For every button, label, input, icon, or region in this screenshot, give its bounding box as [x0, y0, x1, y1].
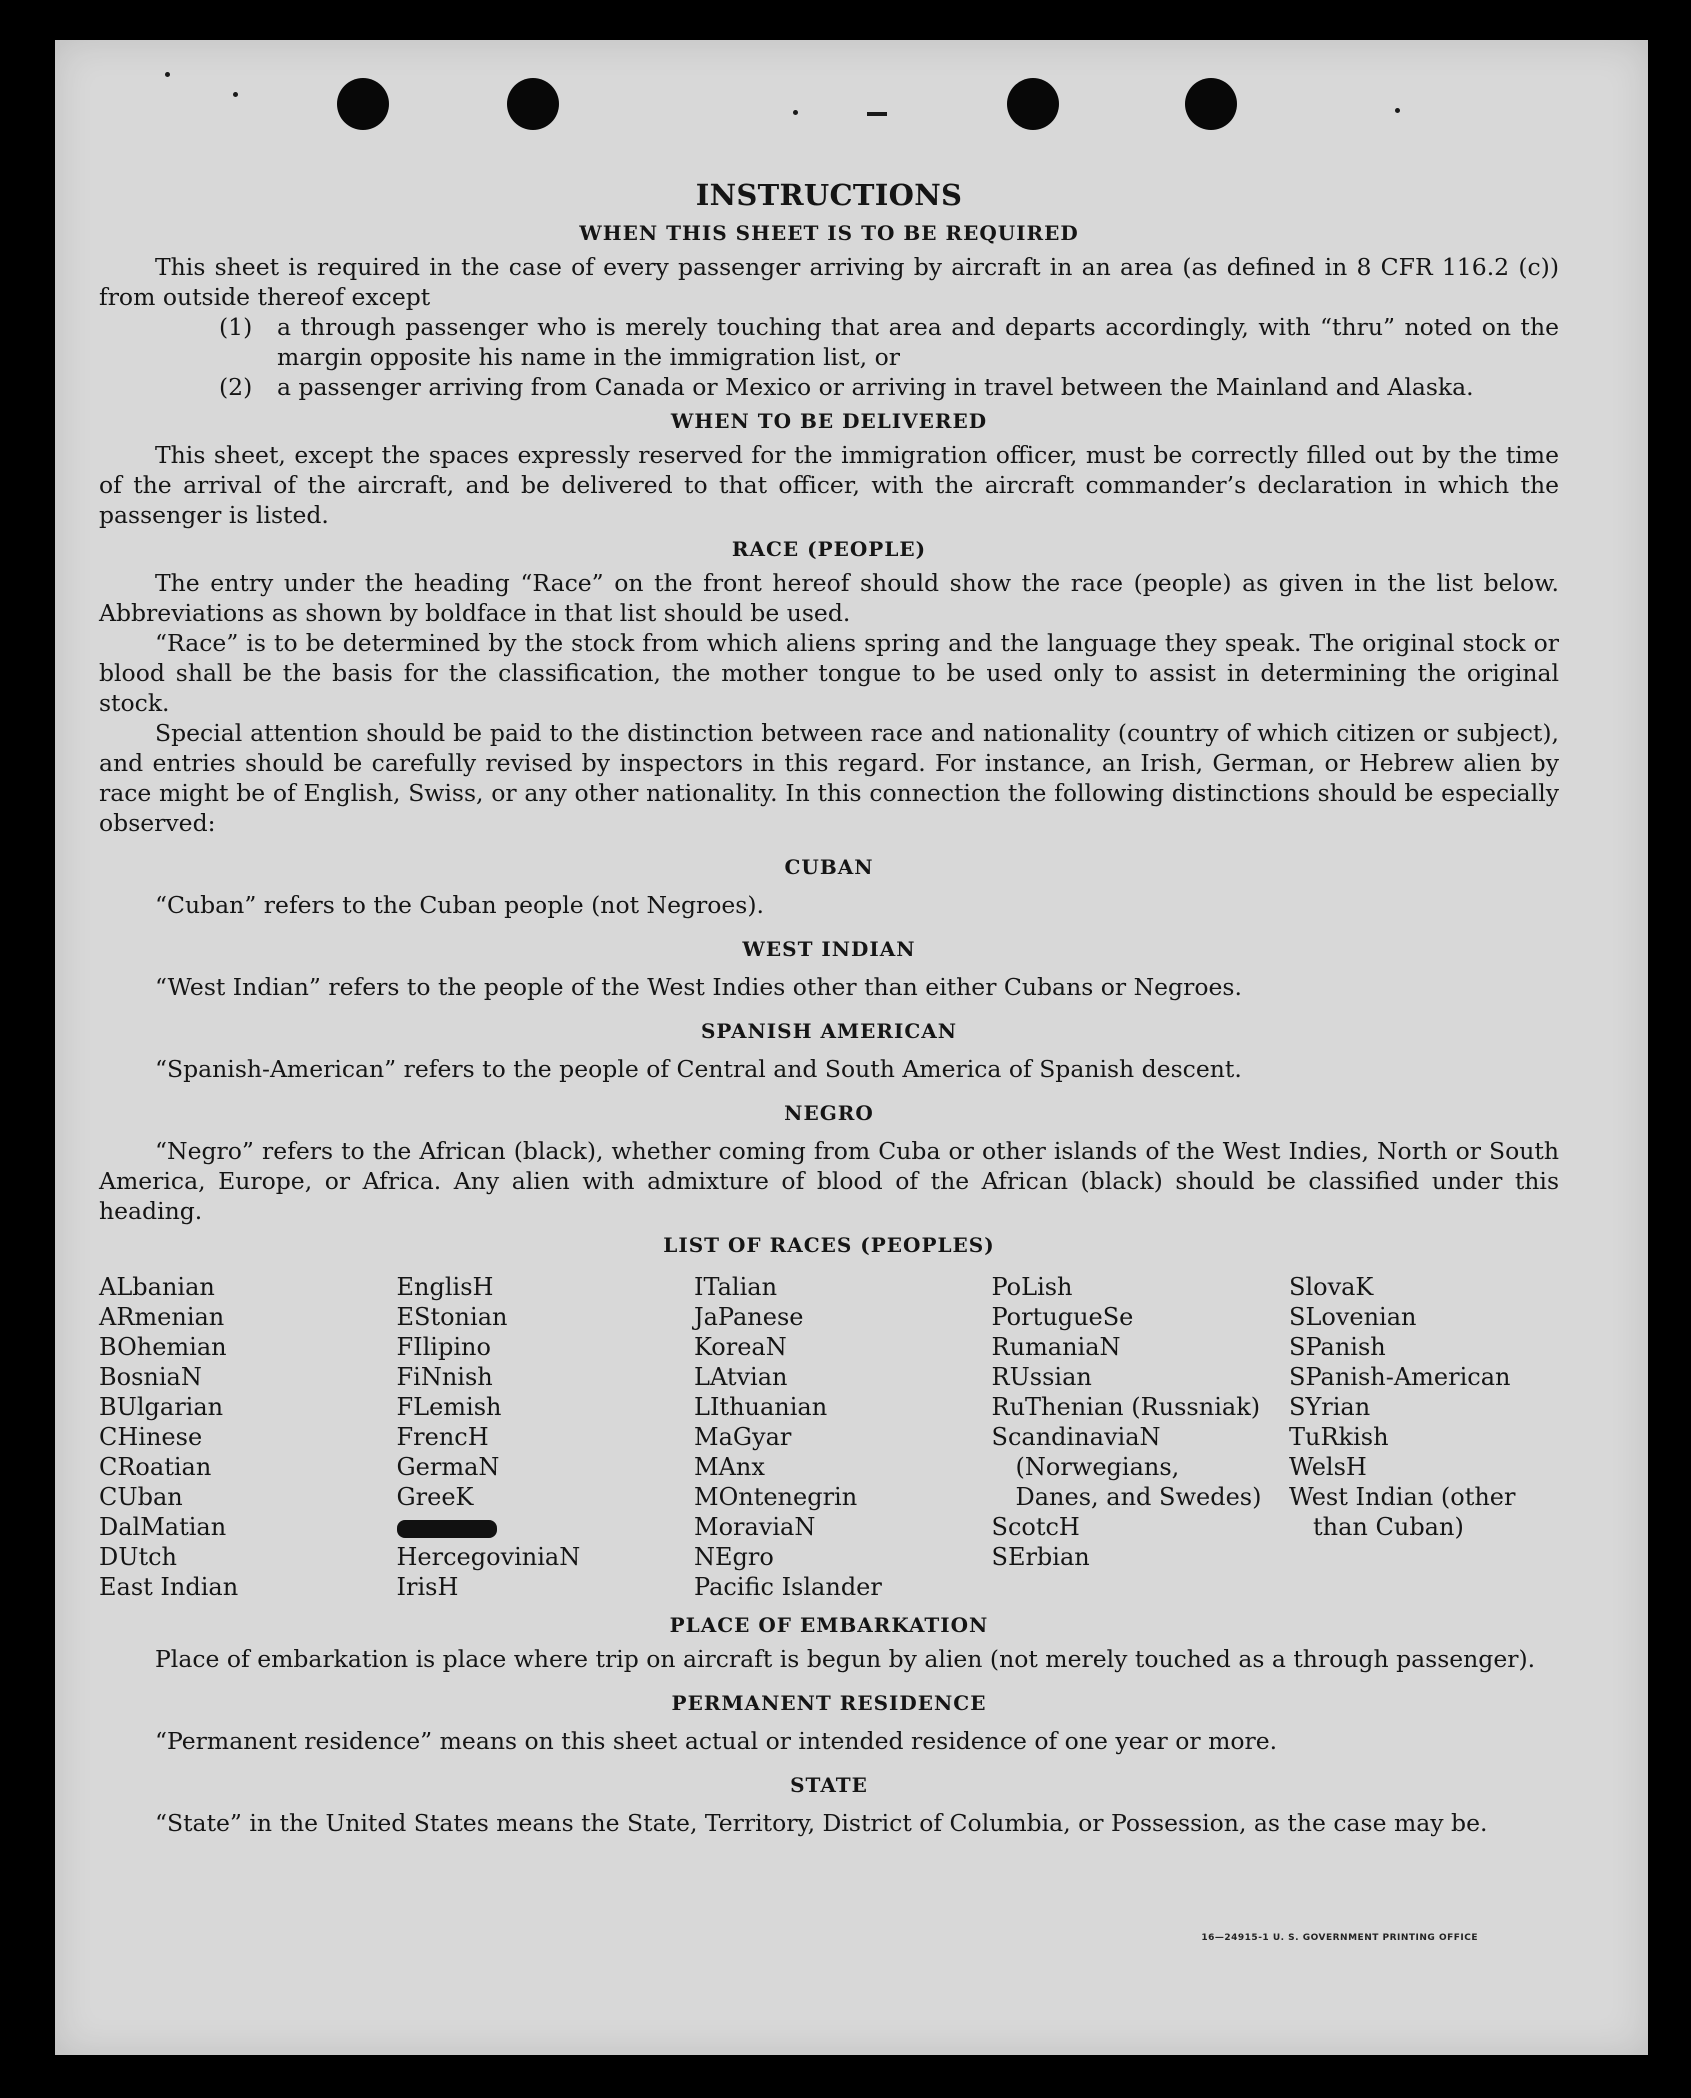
- race-entry: IrisH: [396, 1573, 459, 1601]
- heading-state: STATE: [790, 1773, 868, 1797]
- race-entry: TuRkish: [1289, 1423, 1389, 1451]
- heading-list-of-races: LIST OF RACES (PEOPLES): [663, 1233, 995, 1257]
- heading-embarkation: PLACE OF EMBARKATION: [669, 1613, 989, 1637]
- punch-hole: [507, 78, 559, 130]
- race-entry: WelsH: [1289, 1453, 1367, 1481]
- when-required-text: This sheet is required in the case of every passenger arriving by aircraft in an area (as defined in 8 CFR 116.2 (c)) from outside thereof except: [99, 253, 1559, 311]
- races-list: [99, 1272, 1559, 1602]
- speck-mark: [165, 72, 170, 77]
- printing-office-code: 16—24915-1 U. S. GOVERNMENT PRINTING OFFICE: [1201, 1933, 1478, 1943]
- race-entry: EStonian: [396, 1303, 508, 1331]
- race-entry: NEgro: [694, 1543, 774, 1571]
- heading-race: RACE (PEOPLE): [731, 537, 927, 561]
- race-entry: West Indian (other than Cuban): [1289, 1483, 1516, 1541]
- race-entry: DalMatian: [99, 1513, 227, 1541]
- state-text: “State” in the United States means the State, Territory, District of Columbia, or Possession, as the case may be.: [155, 1809, 1488, 1837]
- exception-text: a through passenger who is merely touching that area and departs accordingly, with “thru” noted on the margin opposite his name in the immigration list, or: [277, 313, 1559, 371]
- heading-when-delivered: WHEN TO BE DELIVERED: [670, 409, 988, 433]
- race-entry: FIlipino: [396, 1333, 491, 1361]
- race-entry: SLovenian: [1289, 1303, 1417, 1331]
- exception-number: (1): [219, 313, 253, 341]
- redacted-mark: [397, 1520, 497, 1538]
- races-column: [694, 1272, 964, 1602]
- race-entry: KoreaN: [694, 1333, 787, 1361]
- race-entry: ScandinaviaN (Norwegians, Danes, and Swedes): [991, 1423, 1262, 1511]
- race-entry: CRoatian: [99, 1453, 212, 1481]
- race-entry: RUssian: [991, 1363, 1092, 1391]
- race-entry: SPanish-American: [1289, 1363, 1511, 1391]
- punch-hole: [1007, 78, 1059, 130]
- permanent-residence-text: “Permanent residence” means on this sheet actual or intended residence of one year or more.: [155, 1727, 1278, 1755]
- race-entry: ScotcH: [991, 1513, 1080, 1541]
- exception-item: [99, 312, 1559, 372]
- race-entry: DUtch: [99, 1543, 178, 1571]
- race-entry: PortugueSe: [991, 1303, 1134, 1331]
- race-entry: ARmenian: [99, 1303, 225, 1331]
- heading-negro: NEGRO: [784, 1101, 874, 1125]
- heading-when-required: WHEN THIS SHEET IS TO BE REQUIRED: [579, 221, 1079, 245]
- exception-number: (2): [219, 373, 253, 401]
- heading-cuban: CUBAN: [784, 855, 874, 879]
- race-entry: CUban: [99, 1483, 183, 1511]
- race-paragraph-2: “Race” is to be determined by the stock from which aliens spring and the language they speak. The original stock or blood shall be the basis for the classification, the mother tongue to be used only to assist in determining the original stock.: [99, 629, 1559, 717]
- race-entry: RumaniaN: [991, 1333, 1121, 1361]
- race-entry: SYrian: [1289, 1393, 1371, 1421]
- negro-text: “Negro” refers to the African (black), whether coming from Cuba or other islands of the West Indies, North or South America, Europe, or Africa. Any alien with admixture of blood of the African (black) should be classified under this heading.: [99, 1137, 1559, 1225]
- exception-item: [99, 372, 1559, 402]
- races-column: [992, 1272, 1262, 1602]
- race-entry: MAnx: [694, 1453, 765, 1481]
- race-entry: MaGyar: [694, 1423, 792, 1451]
- heading-west-indian: WEST INDIAN: [742, 937, 916, 961]
- race-entry: FrencH: [396, 1423, 489, 1451]
- race-paragraph-3: Special attention should be paid to the distinction between race and nationality (country of which citizen or subject), and entries should be carefully revised by inspectors in this regard. For instance, an Irish, German, or Hebrew alien by race might be of English, Swiss, or any other nationality. In this connection the following distinctions should be especially observed:: [99, 719, 1559, 837]
- race-entry: RuThenian (Russniak): [991, 1393, 1261, 1421]
- punch-hole: [337, 78, 389, 130]
- race-entry: PoLish: [991, 1273, 1073, 1301]
- race-entry: GreeK: [396, 1483, 474, 1511]
- speck-mark: [1395, 108, 1400, 113]
- race-entry: LIthuanian: [694, 1393, 828, 1421]
- race-entry: Pacific Islander: [694, 1573, 882, 1601]
- race-entry: EnglisH: [396, 1273, 494, 1301]
- cuban-text: “Cuban” refers to the Cuban people (not Negroes).: [155, 891, 765, 919]
- when-delivered-text: This sheet, except the spaces expressly reserved for the immigration officer, must be correctly filled out by the time of the arrival of the aircraft, and be delivered to that officer, with the aircraft commander’s declaration in which the passenger is listed.: [99, 441, 1559, 529]
- west-indian-text: “West Indian” refers to the people of the West Indies other than either Cubans or Negroes.: [155, 973, 1242, 1001]
- race-entry: BosniaN: [99, 1363, 202, 1391]
- punch-hole: [1185, 78, 1237, 130]
- race-entry: CHinese: [99, 1423, 203, 1451]
- document-sheet: [55, 40, 1648, 2055]
- race-entry: ALbanian: [99, 1273, 215, 1301]
- race-entry: BOhemian: [99, 1333, 227, 1361]
- heading-spanish-american: SPANISH AMERICAN: [700, 1019, 958, 1043]
- race-entry: MOntenegrin: [694, 1483, 858, 1511]
- race-entry: FiNnish: [396, 1363, 493, 1391]
- page-title: INSTRUCTIONS: [695, 178, 963, 212]
- races-column: [397, 1272, 667, 1602]
- race-entry: SErbian: [991, 1543, 1090, 1571]
- race-entry: LAtvian: [694, 1363, 788, 1391]
- race-entry: GermaN: [396, 1453, 500, 1481]
- speck-mark: [233, 92, 238, 97]
- heading-permanent-residence: PERMANENT RESIDENCE: [671, 1691, 987, 1715]
- speck-mark: [793, 110, 798, 115]
- embarkation-text: Place of embarkation is place where trip on aircraft is begun by alien (not merely touched as a through passenger).: [155, 1645, 1536, 1673]
- instructions-content: [99, 180, 1559, 1838]
- race-entry: JaPanese: [694, 1303, 804, 1331]
- race-paragraph-1: The entry under the heading “Race” on the front hereof should show the race (people) as given in the list below. Abbreviations as shown by boldface in that list should be used.: [99, 569, 1559, 627]
- race-entry: MoraviaN: [694, 1513, 816, 1541]
- race-entry: SPanish: [1289, 1333, 1386, 1361]
- race-entry: BUlgarian: [99, 1393, 224, 1421]
- race-entry: ITalian: [694, 1273, 778, 1301]
- spanish-american-text: “Spanish-American” refers to the people of Central and South America of Spanish descent.: [155, 1055, 1242, 1083]
- ink-mark: [867, 112, 887, 116]
- race-entry: SlovaK: [1289, 1273, 1374, 1301]
- races-column: [1289, 1272, 1559, 1602]
- exception-text: a passenger arriving from Canada or Mexico or arriving in travel between the Mainland and Alaska.: [277, 373, 1474, 401]
- race-entry: FLemish: [396, 1393, 502, 1421]
- race-entry: [397, 1512, 667, 1542]
- race-entry: East Indian: [99, 1573, 239, 1601]
- races-column: [99, 1272, 369, 1602]
- race-entry: HercegoviniaN: [396, 1543, 581, 1571]
